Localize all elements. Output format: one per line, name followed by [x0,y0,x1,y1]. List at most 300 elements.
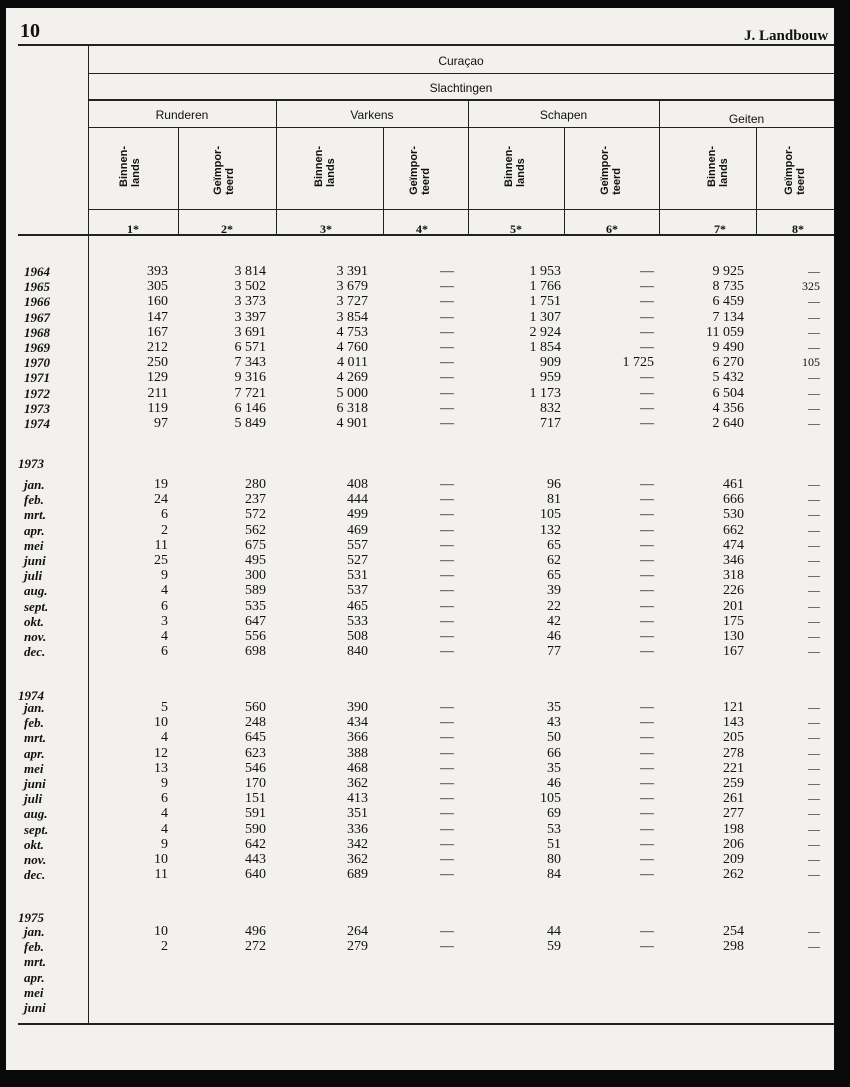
subheader-6: Geïmpor- teerd [599,146,623,195]
table-cell: — [640,492,654,508]
year-heading-1975: 1975 [18,910,44,925]
table-cell: 7 343 [234,355,266,371]
table-cell: — [640,836,654,852]
table-cell: 5 849 [234,416,266,431]
table-cell: 642 [245,836,266,852]
table-cell: — [808,924,820,938]
table-cell: 7 134 [712,309,744,325]
table-cell: — [640,537,654,553]
table-cell: — [440,477,454,492]
table-cell: — [808,745,820,760]
table-cell: — [808,309,820,324]
table-cell: 4 [161,806,168,822]
table-cell: 105 [540,507,561,523]
rule-bottom [18,1023,834,1025]
table-cell: 3 679 [336,279,368,295]
row-label: nov. [24,852,47,867]
row-label: 1968 [24,324,50,340]
table-cell: — [640,644,654,660]
table-cell: 175 [723,613,744,629]
year-heading-1974: 1974 [18,688,44,703]
row-label: 1969 [24,340,50,355]
year-heading-1973: 1973 [18,456,44,471]
table-cell: 11 [154,867,168,883]
table-cell: — [808,568,820,583]
table-cell: 590 [245,821,266,837]
table-cell: 495 [245,553,266,568]
table-cell: 3 727 [336,294,368,310]
table-cell: 537 [347,583,368,599]
table-cell: — [440,629,454,644]
table-cell: 280 [245,477,266,492]
table-cell: 832 [540,400,561,416]
row-label: mei [24,984,44,1000]
table-cell: — [440,507,454,523]
table-cell: — [640,400,654,416]
row-label: juni [24,553,46,568]
column-number-8: 8* [792,222,804,236]
table-cell: — [640,264,654,279]
row-label: mei [24,760,44,776]
subheader-5: Binnen- lands [503,146,527,187]
document-page [6,8,834,1070]
table-cell: — [808,294,820,309]
table-cell: 11 [154,537,168,553]
table-cell: 5 [161,700,168,715]
table-cell: — [440,553,454,568]
table-cell: 9 [161,568,168,584]
table-cell: 560 [245,700,266,715]
table-cell: — [808,700,820,714]
table-cell: 160 [147,294,168,310]
table-cell: 623 [245,745,266,761]
row-label: juni [24,776,46,791]
table-cell: — [440,355,454,371]
table-cell: — [440,760,454,776]
row-label: juli [24,791,43,807]
row-label: mei [24,537,44,553]
table-cell: 277 [723,806,744,822]
table-cell: 121 [723,700,744,715]
group-header-schapen: Schapen [539,108,588,122]
row-label: juni [24,1000,46,1015]
table-cell: 237 [245,492,266,508]
row-label: 1972 [24,385,50,401]
table-cell: — [808,340,820,354]
row-label: 1970 [24,355,50,371]
table-cell: 6 270 [712,355,744,371]
section-header: Slachtingen [429,81,493,95]
table-cell: 13 [154,760,168,776]
table-cell: 591 [245,806,266,822]
rule-under-subheaders [88,209,834,210]
table-cell: — [640,522,654,538]
rule-sub-2 [383,127,384,234]
table-cell: 6 318 [336,400,368,416]
table-cell: 6 [161,507,168,523]
table-cell: 261 [723,791,744,807]
table-cell: 318 [723,568,744,584]
row-label: apr. [24,969,45,985]
table-cell: 206 [723,836,744,852]
table-cell: — [440,385,454,401]
table-cell: — [640,939,654,955]
table-cell: — [440,279,454,295]
subheader-3: Binnen- lands [313,146,337,187]
table-cell: — [640,715,654,731]
table-cell: 198 [723,821,744,837]
row-label: apr. [24,745,45,761]
row-label: dec. [24,644,46,660]
table-cell: — [808,629,820,643]
table-cell: 11 059 [706,324,744,340]
subheader-7: Binnen- lands [706,146,730,187]
table-cell: 1 953 [529,264,561,279]
table-cell: — [808,583,820,598]
table-cell: — [640,791,654,807]
table-cell: 147 [147,309,168,325]
table-cell: — [808,730,820,745]
table-cell: 499 [347,507,368,523]
table-cell: — [808,385,820,400]
table-cell: 6 571 [234,340,266,355]
subheader-8: Geïmpor- teerd [783,146,807,195]
row-label: mrt. [24,507,47,523]
table-cell: — [808,522,820,537]
table-cell: — [808,852,820,866]
row-label: feb. [24,715,44,731]
table-cell: 4 901 [336,416,368,431]
table-cell: — [808,537,820,552]
table-cell: — [640,700,654,715]
region-header: Curaçao [438,54,484,68]
table-cell: 35 [547,760,561,776]
table-cell: — [440,598,454,614]
table-cell: 9 [161,836,168,852]
table-cell: 535 [245,598,266,614]
table-cell: — [640,507,654,523]
table-cell: 201 [723,598,744,614]
table-cell: 4 269 [336,370,368,386]
table-cell: 909 [540,355,561,371]
row-label: jan. [24,700,45,715]
table-cell: 259 [723,776,744,791]
group-header-runderen: Runderen [155,108,209,122]
table-cell: 5 432 [712,370,744,386]
table-cell: 647 [245,613,266,629]
running-title: J. Landbouw [744,28,829,44]
table-cell: 22 [547,598,561,614]
group-header-geiten: Geiten [728,112,765,126]
table-cell: 3 502 [234,279,266,295]
row-label: 1971 [24,370,50,386]
table-cell: 640 [245,867,266,883]
table-cell: 3 391 [336,264,368,279]
column-number-2: 2* [221,222,233,236]
table-cell: 4 [161,821,168,837]
row-label: apr. [24,522,45,538]
table-cell: — [640,852,654,867]
table-cell: 698 [245,644,266,660]
table-cell: — [640,294,654,310]
table-cell: — [640,385,654,401]
table-cell: — [640,309,654,325]
table-cell: 209 [723,852,744,867]
row-label: 1974 [24,416,50,431]
table-cell: 69 [547,806,561,822]
table-cell: — [640,629,654,644]
table-cell: 1 751 [529,294,561,310]
table-cell: 80 [547,852,561,867]
table-cell: — [640,821,654,837]
table-cell: 300 [245,568,266,584]
table-cell: 562 [245,522,266,538]
table-cell: — [440,583,454,599]
table-cell: — [808,416,820,430]
table-cell: 589 [245,583,266,599]
table-cell: 6 504 [712,385,744,401]
table-cell: — [440,836,454,852]
table-cell: 4 [161,629,168,644]
row-label: 1967 [24,309,50,325]
table-cell: 362 [347,776,368,791]
subheader-4: Geïmpor- teerd [408,146,432,195]
table-cell: 35 [547,700,561,715]
table-cell: — [808,760,820,775]
table-cell: — [440,294,454,310]
table-cell: 6 146 [234,400,266,416]
table-cell: 44 [547,924,561,939]
table-cell: 434 [347,715,368,731]
table-cell: 496 [245,924,266,939]
table-cell: 533 [347,613,368,629]
row-label: mrt. [24,730,47,746]
table-cell: — [440,730,454,746]
table-cell: 1 173 [529,385,561,401]
table-cell: 4 [161,583,168,599]
table-cell: 2 924 [529,324,561,340]
table-cell: 6 459 [712,294,744,310]
table-cell: 66 [547,745,561,761]
table-cell: — [808,492,820,507]
table-cell: 556 [245,629,266,644]
table-cell: — [808,867,820,882]
table-cell: — [640,279,654,295]
table-cell: 9 925 [712,264,744,279]
table-cell: 469 [347,522,368,538]
table-cell: — [440,924,454,939]
table-cell: 24 [154,492,168,508]
table-cell: 226 [723,583,744,599]
table-cell: — [808,939,820,954]
table-cell: — [640,806,654,822]
table-cell: — [440,492,454,508]
rule-under-section [88,99,834,101]
table-cell: — [808,598,820,613]
table-cell: 390 [347,700,368,715]
table-cell: 959 [540,370,561,386]
table-cell: 211 [147,385,168,401]
rule-under-region [88,73,834,74]
table-cell: — [640,553,654,568]
row-label: feb. [24,492,44,508]
table-cell: 6 [161,644,168,660]
table-cell: — [640,598,654,614]
table-cell: 572 [245,507,266,523]
table-cell: — [640,416,654,431]
subheader-1: Binnen- lands [118,146,142,187]
column-number-7: 7* [714,222,726,236]
table-cell: 413 [347,791,368,807]
table-cell: 167 [723,644,744,660]
table-cell: — [440,370,454,386]
table-cell: 4 356 [712,400,744,416]
table-cell: 508 [347,629,368,644]
table-cell: 388 [347,745,368,761]
table-cell: 65 [547,568,561,584]
table-cell: 278 [723,745,744,761]
table-cell: 666 [723,492,744,508]
table-cell: 96 [547,477,561,492]
table-cell: 272 [245,939,266,955]
row-label: jan. [24,477,45,492]
table-cell: — [440,700,454,715]
table-cell: — [640,324,654,340]
table-cell: — [640,477,654,492]
table-cell: 170 [245,776,266,791]
table-cell: 9 316 [234,370,266,386]
table-cell: 305 [147,279,168,295]
table-cell: 10 [154,924,168,939]
table-cell: 1 854 [529,340,561,355]
table-cell: — [808,715,820,730]
table-cell: — [808,507,820,522]
table-cell: 132 [540,522,561,538]
table-cell: 1 307 [529,309,561,325]
column-number-1: 1* [127,222,139,236]
table-cell: 675 [245,537,266,553]
table-cell: 9 490 [712,340,744,355]
rule-sub-3 [564,127,565,234]
table-cell: — [440,400,454,416]
table-cell: 325 [802,279,820,294]
table-cell: 4 753 [336,324,368,340]
table-cell: — [808,791,820,806]
table-cell: 4 760 [336,340,368,355]
row-label: okt. [24,836,44,852]
table-cell: — [440,613,454,629]
table-cell: — [808,613,820,628]
table-cell: — [440,852,454,867]
table-cell: — [440,537,454,553]
table-cell: 254 [723,924,744,939]
row-label: 1965 [24,279,50,295]
row-label: aug. [24,806,48,822]
table-cell: 8 735 [712,279,744,295]
row-label: nov. [24,629,47,644]
table-cell: — [808,806,820,821]
table-cell: — [808,370,820,385]
table-cell: 342 [347,836,368,852]
table-cell: — [640,583,654,599]
table-cell: — [440,324,454,340]
table-cell: — [808,821,820,836]
table-cell: 6 [161,791,168,807]
row-label: 1966 [24,294,50,310]
table-cell: 42 [547,613,561,629]
page-number: 10 [20,20,40,42]
table-cell: — [440,939,454,955]
rule-sub-1 [178,127,179,234]
table-cell: 151 [245,791,266,807]
table-cell: 84 [547,867,561,883]
column-number-4: 4* [416,222,428,236]
table-cell: — [440,806,454,822]
table-cell: 105 [540,791,561,807]
table-cell: 250 [147,355,168,371]
table-cell: 444 [347,492,368,508]
table-cell: 50 [547,730,561,746]
table-cell: 53 [547,821,561,837]
table-cell: 279 [347,939,368,955]
table-cell: 468 [347,760,368,776]
table-cell: — [640,568,654,584]
table-cell: — [640,340,654,355]
table-cell: 248 [245,715,266,731]
table-cell: 662 [723,522,744,538]
table-cell: 205 [723,730,744,746]
table-cell: 6 [161,598,168,614]
table-cell: 531 [347,568,368,584]
table-cell: 557 [347,537,368,553]
rule-sub-4 [756,127,757,234]
table-cell: 9 [161,776,168,791]
table-cell: — [808,477,820,491]
table-cell: 212 [147,340,168,355]
table-cell: 59 [547,939,561,955]
table-cell: 62 [547,553,561,568]
table-cell: 3 397 [234,309,266,325]
table-cell: 1 725 [622,355,654,371]
table-cell: 443 [245,852,266,867]
table-cell: 351 [347,806,368,822]
table-cell: 336 [347,821,368,837]
table-cell: 167 [147,324,168,340]
table-cell: 130 [723,629,744,644]
table-cell: 461 [723,477,744,492]
table-cell: 717 [540,416,561,431]
table-cell: — [440,791,454,807]
row-label: juli [24,568,43,584]
row-label: sept. [24,821,49,837]
column-number-5: 5* [510,222,522,236]
table-cell: 264 [347,924,368,939]
row-label: 1973 [24,400,50,416]
table-cell: 346 [723,553,744,568]
table-cell: 546 [245,760,266,776]
row-label: okt. [24,613,44,629]
table-cell: 645 [245,730,266,746]
table-cell: — [440,568,454,584]
table-cell: 530 [723,507,744,523]
table-cell: 689 [347,867,368,883]
table-cell: — [808,644,820,659]
table-cell: 3 691 [234,324,266,340]
table-cell: 408 [347,477,368,492]
table-cell: 298 [723,939,744,955]
subheader-2: Geïmpor- teerd [212,146,236,195]
group-header-varkens: Varkens [350,108,394,122]
